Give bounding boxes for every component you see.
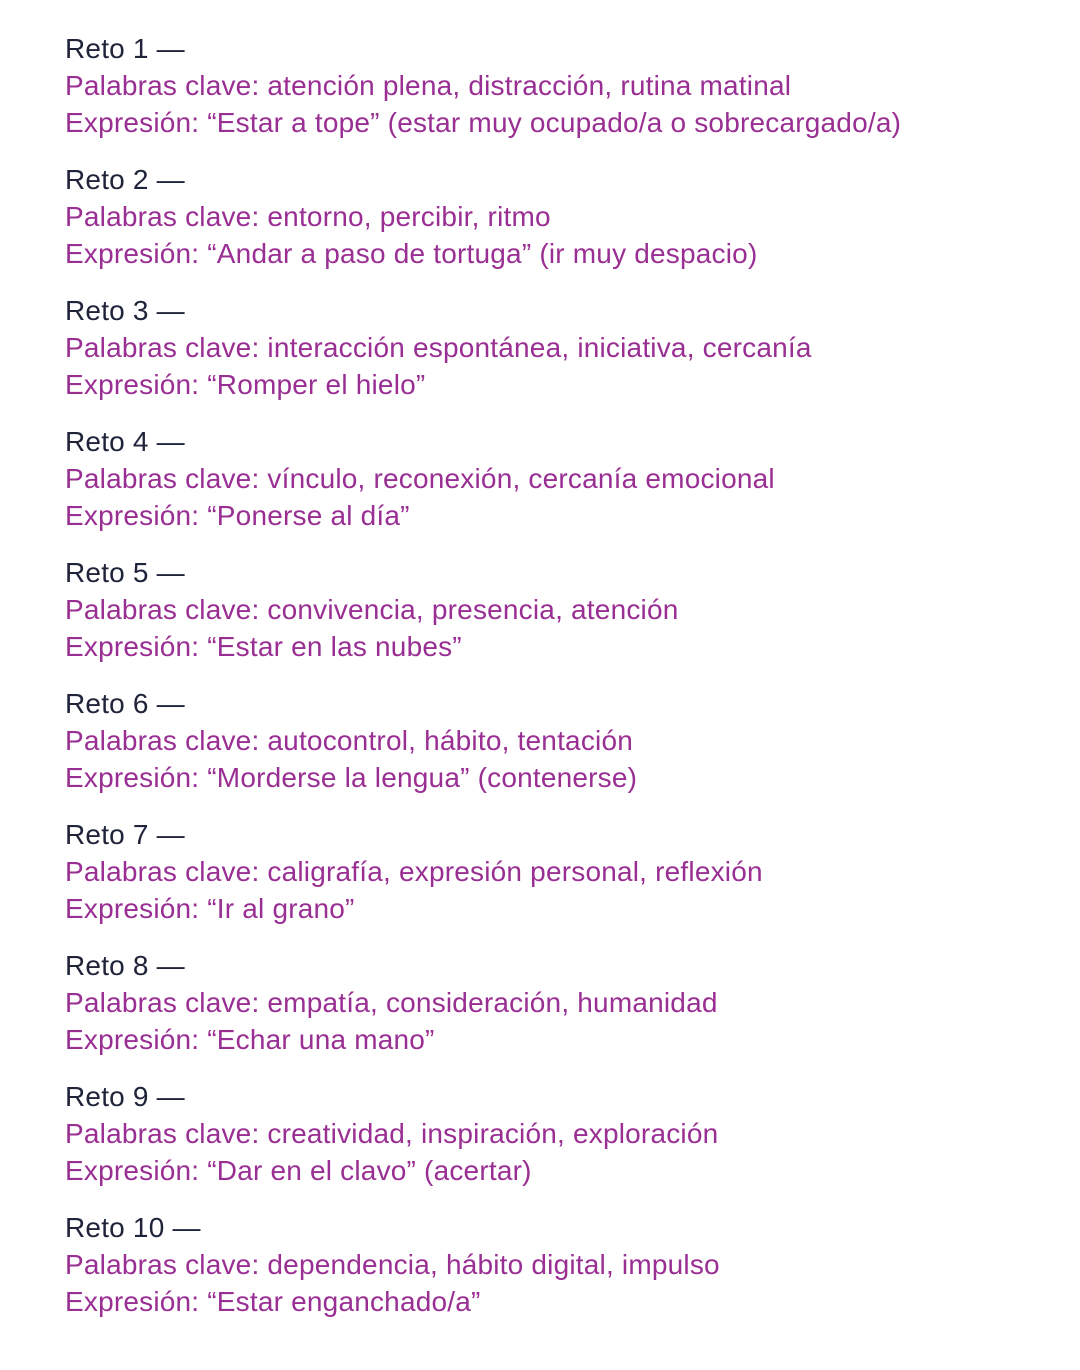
reto-expression-line: Expresión: “Dar en el clavo” (acertar) [65, 1155, 532, 1186]
reto-title: Reto 7 — [65, 819, 185, 850]
reto-title: Reto 1 — [65, 33, 185, 64]
reto-block [65, 554, 1040, 665]
reto-block [65, 947, 1040, 1058]
reto-expression-line: Expresión: “Romper el hielo” [65, 369, 426, 400]
reto-expression-line: Expresión: “Andar a paso de tortuga” (ir muy despacio) [65, 238, 758, 269]
reto-expression-line: Expresión: “Estar enganchado/a” [65, 1286, 481, 1317]
reto-expression-line: Expresión: “Estar en las nubes” [65, 631, 462, 662]
reto-block [65, 816, 1040, 927]
reto-block [65, 423, 1040, 534]
reto-block [65, 161, 1040, 272]
reto-title: Reto 9 — [65, 1081, 185, 1112]
reto-keywords-line: Palabras clave: vínculo, reconexión, cercanía emocional [65, 463, 775, 494]
reto-expression-line: Expresión: “Ponerse al día” [65, 500, 410, 531]
reto-block [65, 292, 1040, 403]
reto-title: Reto 5 — [65, 557, 185, 588]
reto-keywords-line: Palabras clave: caligrafía, expresión personal, reflexión [65, 856, 763, 887]
reto-keywords-line: Palabras clave: atención plena, distracción, rutina matinal [65, 70, 792, 101]
reto-keywords-line: Palabras clave: empatía, consideración, humanidad [65, 987, 718, 1018]
reto-keywords-line: Palabras clave: interacción espontánea, iniciativa, cercanía [65, 332, 812, 363]
reto-expression-line: Expresión: “Morderse la lengua” (contenerse) [65, 762, 638, 793]
reto-title: Reto 8 — [65, 950, 185, 981]
reto-keywords-line: Palabras clave: autocontrol, hábito, tentación [65, 725, 633, 756]
reto-keywords-line: Palabras clave: entorno, percibir, ritmo [65, 201, 551, 232]
reto-expression-line: Expresión: “Estar a tope” (estar muy ocupado/a o sobrecargado/a) [65, 107, 902, 138]
reto-title: Reto 2 — [65, 164, 185, 195]
reto-keywords-line: Palabras clave: convivencia, presencia, atención [65, 594, 679, 625]
reto-keywords-line: Palabras clave: creatividad, inspiración, exploración [65, 1118, 719, 1149]
reto-expression-line: Expresión: “Ir al grano” [65, 893, 355, 924]
reto-title: Reto 4 — [65, 426, 185, 457]
reto-title: Reto 10 — [65, 1212, 201, 1243]
reto-title: Reto 6 — [65, 688, 185, 719]
reto-keywords-line: Palabras clave: dependencia, hábito digital, impulso [65, 1249, 720, 1280]
reto-list [65, 30, 1040, 1320]
reto-block [65, 1209, 1040, 1320]
reto-title: Reto 3 — [65, 295, 185, 326]
reto-block [65, 685, 1040, 796]
reto-block [65, 30, 1040, 141]
reto-expression-line: Expresión: “Echar una mano” [65, 1024, 435, 1055]
reto-block [65, 1078, 1040, 1189]
